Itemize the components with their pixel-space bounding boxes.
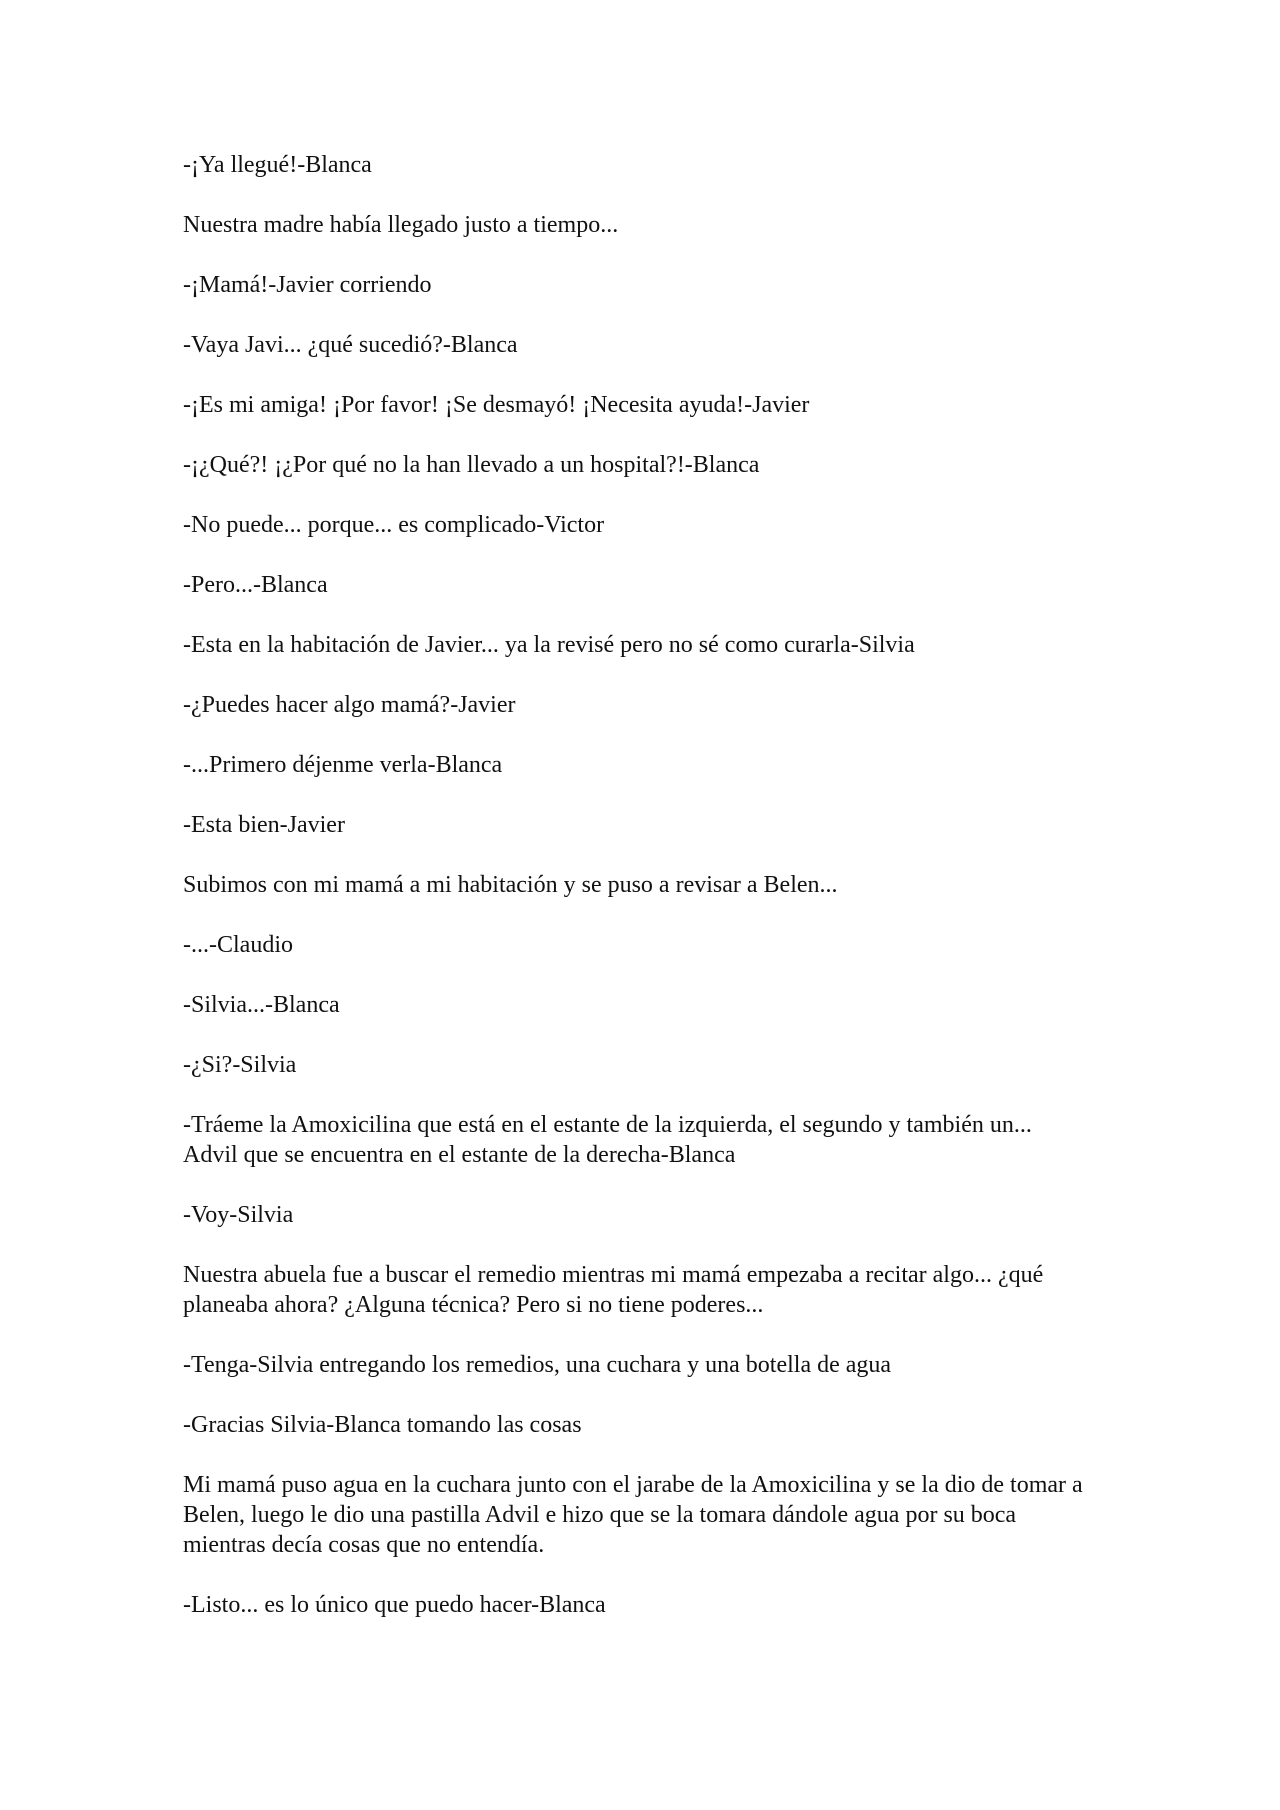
paragraph: -¿Puedes hacer algo mamá?-Javier (183, 692, 516, 718)
paragraph: -Pero...-Blanca (183, 572, 328, 598)
paragraph: -Voy-Silvia (183, 1202, 294, 1228)
paragraph: -...Primero déjenme verla-Blanca (183, 752, 503, 778)
paragraph: Subimos con mi mamá a mi habitación y se puso a revisar a Belen... (183, 872, 838, 898)
paragraph: -Esta bien-Javier (183, 812, 345, 838)
paragraph: Nuestra madre había llegado justo a tiempo... (183, 212, 619, 238)
paragraph: -¡¿Qué?! ¡¿Por qué no la han llevado a un hospital?!-Blanca (183, 452, 760, 478)
paragraph: -Gracias Silvia-Blanca tomando las cosas (183, 1412, 582, 1438)
paragraph: -¡Ya llegué!-Blanca (183, 152, 372, 178)
paragraph: -...-Claudio (183, 932, 293, 958)
paragraph: -¡Mamá!-Javier corriendo (183, 272, 432, 298)
paragraph: -Vaya Javi... ¿qué sucedió?-Blanca (183, 332, 518, 358)
paragraph: -Listo... es lo único que puedo hacer-Blanca (183, 1592, 606, 1618)
paragraph: -Tenga-Silvia entregando los remedios, una cuchara y una botella de agua (183, 1352, 892, 1378)
paragraph: Mi mamá puso agua en la cuchara junto con el jarabe de la Amoxicilina y se la dio de tomar a Belen, luego le dio una pastilla Advil e hizo que se la tomara dándole agua por su boca mientras decía cosas que no entendía. (183, 1472, 1083, 1558)
paragraph: -¡Es mi amiga! ¡Por favor! ¡Se desmayó! ¡Necesita ayuda!-Javier (183, 392, 810, 418)
paragraph: -No puede... porque... es complicado-Victor (183, 512, 605, 538)
paragraph: -Silvia...-Blanca (183, 992, 340, 1018)
paragraph: Nuestra abuela fue a buscar el remedio mientras mi mamá empezaba a recitar algo... ¿qué planeaba ahora? ¿Alguna técnica? Pero si no tiene poderes... (183, 1262, 1044, 1318)
paragraph: -Esta en la habitación de Javier... ya la revisé pero no sé como curarla-Silvia (183, 632, 915, 658)
paragraph: -Tráeme la Amoxicilina que está en el estante de la izquierda, el segundo y también un... Advil que se encuentra en el estante de la derecha-Blanca (183, 1112, 1032, 1168)
document-body (183, 150, 1083, 1650)
paragraph: -¿Si?-Silvia (183, 1052, 297, 1078)
